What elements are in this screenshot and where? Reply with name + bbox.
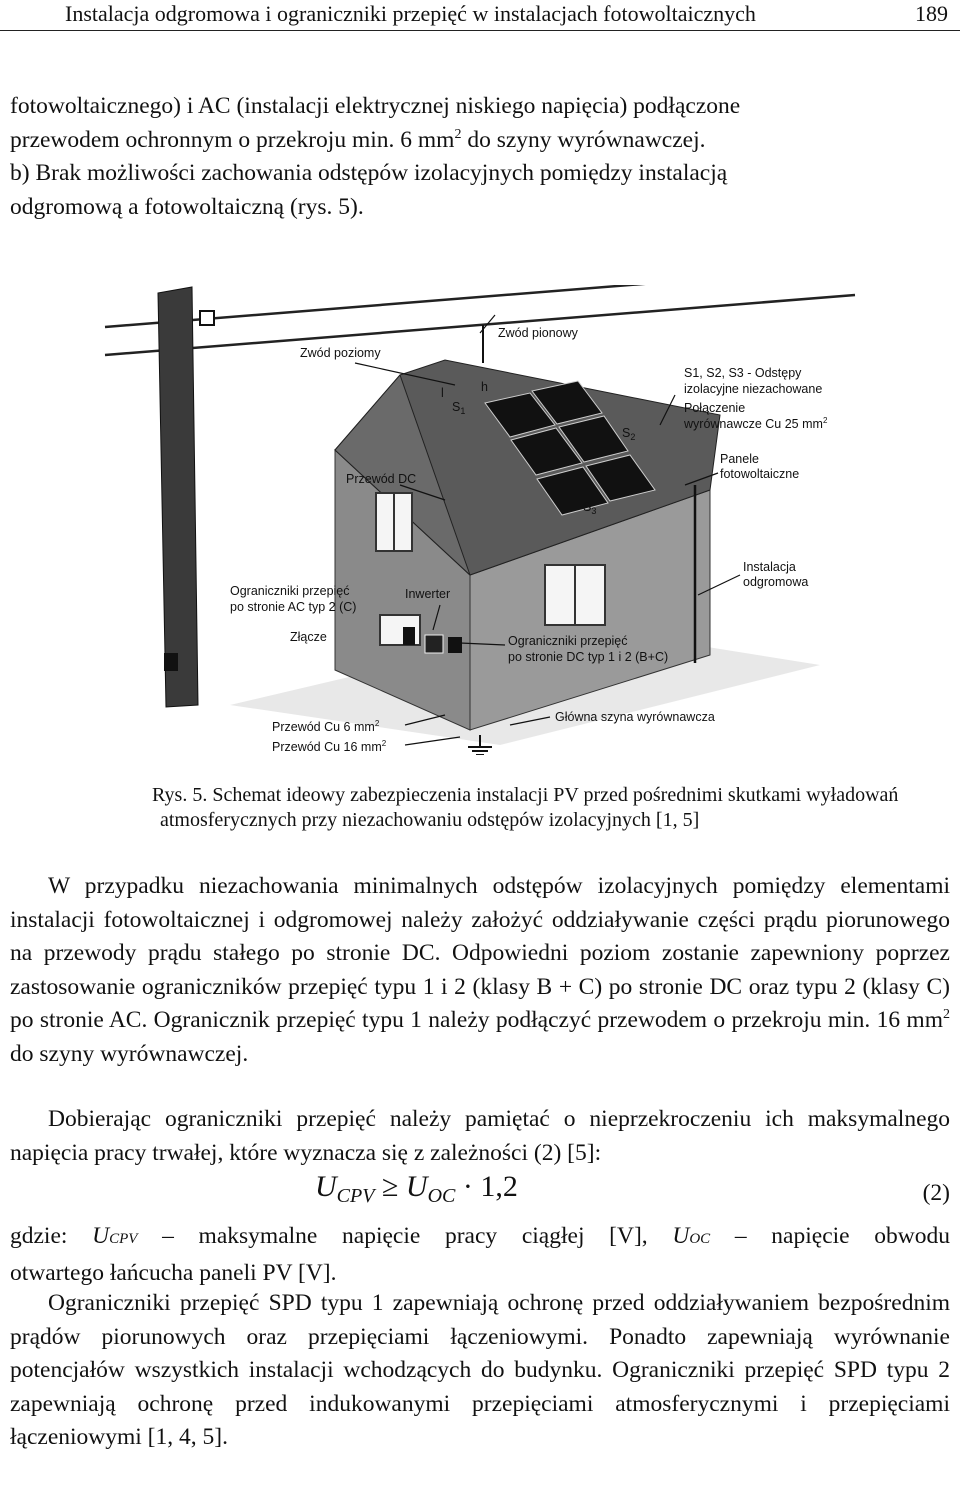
label-panels-1: Panele <box>720 452 759 466</box>
caption-line-2: atmosferycznych przy niezachowaniu odstępów izolacyjnych [1, 5] <box>160 809 700 831</box>
label-vertical-air-terminal: Zwód pionowy <box>498 326 578 340</box>
running-header <box>0 0 960 31</box>
caption-line-1: Rys. 5. Schemat ideowy zabezpieczenia instalacji PV przed pośrednimi skutkami wyładowań <box>152 784 899 806</box>
formula-number: (2) <box>922 1180 950 1206</box>
label-l: l <box>441 386 444 400</box>
label-s3: $S_3$ <box>583 500 597 516</box>
figure-caption <box>100 783 960 833</box>
label-s2: $S_2$ <box>622 426 636 442</box>
label-spd-ac-2: po stronie AC typ 2 (C) <box>230 600 357 614</box>
label-inverter: Inwerter <box>405 587 451 601</box>
pole-box <box>164 653 178 671</box>
label-s1: $S_1$ <box>452 400 466 416</box>
where-definition: gdzie: UCPV – maksymalne napięcie pracy ciągłej [V], UOC – napięcie obwodu otwartego łańcucha paneli PV [V]. <box>10 1223 950 1286</box>
label-horizontal-air-terminal: Zwód poziomy <box>300 346 381 360</box>
label-main-busbar: Główna szyna wyrównawcza <box>555 710 715 724</box>
intro-text <box>10 90 950 224</box>
body-paragraph-3: Ograniczniki przepięć SPD typu 1 zapewniają ochronę przed oddziaływaniem bezpośrednim prądów piorunowych oraz przepięciami łączeniowymi. Ponadto zapewniają wyrównanie potencjałów wszystkich instalacji wchodzących do budynku. Ograniczniki przepięć SPD typu 2 zapewniają ochronę przed indukowanymi przepięciami atmosferycznymi i przepięciami łączeniowymi [1, 4, 5]. <box>10 1290 950 1450</box>
intro-line-2: przewodem ochronnym o przekroju min. 6 $mm^2$ do szyny wyrównawczej. <box>10 126 706 153</box>
label-connector: Złącze <box>290 630 327 644</box>
page-number: 189 <box>915 1 948 26</box>
pole-insulator <box>200 311 214 325</box>
label-dc-cable: Przewód DC <box>346 472 417 486</box>
label-bonding-1: Połączenie <box>684 401 746 415</box>
label-bonding-2: wyrównawcze Cu 25 $mm^2$ <box>684 416 828 431</box>
label-spacing-2: izolacyjne niezachowane <box>684 382 823 396</box>
inverter-box <box>425 635 443 653</box>
label-cu16: Przewód Cu 16 $mm^2$ <box>272 739 387 754</box>
utility-pole <box>158 287 198 707</box>
label-lp-system-2: odgromowa <box>743 575 809 589</box>
overhead-wire-upper <box>105 285 855 327</box>
formula: $U_{CPV} \ge U_{OC} \cdot 1,2$ <box>315 1170 518 1207</box>
label-spacing-1: S1, S2, S3 - Odstępy <box>684 366 802 380</box>
intro-line-4: odgromową a fotowoltaiczną (rys. 5). <box>10 193 364 220</box>
label-h: h <box>481 380 488 394</box>
label-spd-dc-2: po stronie DC typ 1 i 2 (B+C) <box>508 650 669 664</box>
spd-ac-box <box>403 627 415 645</box>
header-title: Instalacja odgromowa i ograniczniki przepięć w instalacjach fotowoltaicznych <box>65 1 756 26</box>
label-panels-2: fotowoltaiczne <box>720 467 800 481</box>
body-paragraph-2: Dobierając ograniczniki przepięć należy pamiętać o nieprzekroczeniu ich maksymalnego napięcia pracy trwałej, które wyznacza się z zależności (2) [5]: <box>10 1106 950 1166</box>
body-paragraph-1: W przypadku niezachowania minimalnych odstępów izolacyjnych pomiędzy elementami instalacji fotowoltaicznej i odgromowej należy założyć oddziaływanie części prądu piorunowego na przewody prądu stałego po stronie DC. Odpowiedni poziom zostanie zapewniony poprzez zastosowanie ograniczników przepięć typu 1 i 2 (klasy B + C) po stronie DC oraz typu 2 (klasy C) po stronie AC. Ogranicznik przepięć typu 1 należy podłączyć przewodem o przekroju min. 16 $mm^2$ do szyny wyrównawczej. <box>10 873 950 1067</box>
label-lp-system-1: Instalacja <box>743 560 796 574</box>
label-spd-dc-1: Ograniczniki przepięć <box>508 634 628 648</box>
pv-lightning-protection-diagram <box>100 285 860 755</box>
overhead-wire-lower <box>105 295 855 355</box>
spd-dc-box <box>448 637 462 653</box>
label-cu6: Przewód Cu 6 $mm^2$ <box>272 719 380 734</box>
intro-line-1: fotowoltaicznego) i AC (instalacji elektrycznej niskiego napięcia) podłączone <box>10 93 741 119</box>
label-spd-ac-1: Ograniczniki przepięć <box>230 584 350 598</box>
intro-line-3: b) Brak możliwości zachowania odstępów izolacyjnych pomiędzy instalacją <box>10 160 728 186</box>
